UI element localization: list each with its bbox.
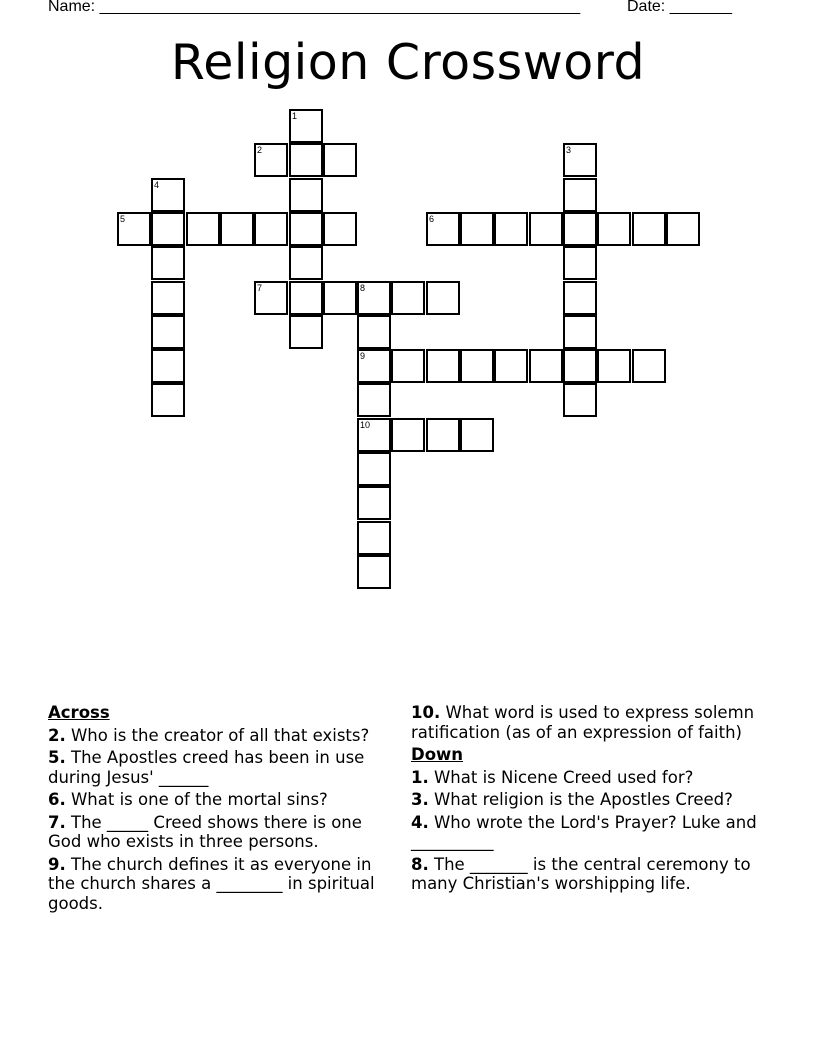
clue-text: What religion is the Apostles Creed? xyxy=(428,790,733,809)
grid-cell[interactable] xyxy=(186,212,220,246)
clue-down-1 xyxy=(411,768,771,788)
grid-cell[interactable] xyxy=(357,452,391,486)
grid-cell[interactable] xyxy=(357,486,391,520)
clue-across-9 xyxy=(48,855,393,914)
clue-across-10 xyxy=(411,703,771,742)
grid-cell[interactable] xyxy=(357,383,391,417)
clue-across-2 xyxy=(48,726,393,746)
clue-number: 4. xyxy=(411,812,429,832)
grid-cell[interactable] xyxy=(597,212,631,246)
name-line: Name: ______________________________________________________ xyxy=(48,0,581,15)
grid-cell[interactable] xyxy=(563,212,597,246)
clue-across-7 xyxy=(48,813,393,852)
grid-cell[interactable] xyxy=(426,281,460,315)
grid-cell[interactable] xyxy=(494,212,528,246)
grid-cell[interactable] xyxy=(563,383,597,417)
grid-cell[interactable] xyxy=(563,281,597,315)
clue-text: What is Nicene Creed used for? xyxy=(428,767,694,787)
clue-text: Who wrote the Lord's Prayer? Luke and __________ xyxy=(411,812,757,851)
clue-across-6 xyxy=(48,790,393,810)
grid-cell[interactable] xyxy=(529,212,563,246)
grid-cell[interactable] xyxy=(289,315,323,349)
grid-cell-7[interactable] xyxy=(254,281,288,315)
cell-number: 10 xyxy=(360,420,371,430)
grid-cell[interactable] xyxy=(666,212,700,246)
clue-down-3 xyxy=(411,790,771,810)
cell-number: 7 xyxy=(257,283,263,293)
grid-cell[interactable] xyxy=(151,246,185,280)
clue-number: 7. xyxy=(48,812,66,832)
grid-cell[interactable] xyxy=(151,383,185,417)
clue-down-8 xyxy=(411,855,771,894)
clue-number: 6. xyxy=(48,790,66,809)
page-title: Religion Crossword xyxy=(170,34,646,91)
grid-cell[interactable] xyxy=(563,246,597,280)
cell-number: 9 xyxy=(360,351,366,361)
grid-cell-8[interactable] xyxy=(357,281,391,315)
grid-cell[interactable] xyxy=(426,418,460,452)
clue-text: The Apostles creed has been in use during Jesus' ______ xyxy=(48,748,365,787)
across-heading: Across xyxy=(48,703,110,722)
grid-cell[interactable] xyxy=(323,281,357,315)
grid-cell[interactable] xyxy=(289,143,323,177)
clue-text: The _______ is the central ceremony to many Christian's worshipping life. xyxy=(411,854,751,893)
grid-cell[interactable] xyxy=(357,315,391,349)
grid-cell-10[interactable] xyxy=(357,418,391,452)
grid-cell[interactable] xyxy=(289,281,323,315)
clues-right-column xyxy=(411,703,771,894)
grid-cell[interactable] xyxy=(357,521,391,555)
grid-cell[interactable] xyxy=(632,212,666,246)
grid-cell-2[interactable] xyxy=(254,143,288,177)
clue-number: 9. xyxy=(48,854,66,874)
clue-number: 8. xyxy=(411,854,429,874)
clue-number: 2. xyxy=(48,725,66,745)
clue-text: What is one of the mortal sins? xyxy=(65,790,328,809)
grid-cell[interactable] xyxy=(563,178,597,212)
grid-cell[interactable] xyxy=(151,281,185,315)
grid-cell-3[interactable] xyxy=(563,143,597,177)
cell-number: 5 xyxy=(120,214,126,224)
clues-left-column xyxy=(48,703,393,913)
grid-cell[interactable] xyxy=(151,315,185,349)
grid-cell[interactable] xyxy=(597,349,631,383)
grid-cell[interactable] xyxy=(426,349,460,383)
clue-number: 1. xyxy=(411,767,429,787)
grid-cell[interactable] xyxy=(151,212,185,246)
grid-cell-9[interactable] xyxy=(357,349,391,383)
grid-cell[interactable] xyxy=(357,555,391,589)
grid-cell[interactable] xyxy=(391,349,425,383)
grid-cell[interactable] xyxy=(323,143,357,177)
grid-cell[interactable] xyxy=(289,178,323,212)
clue-across-5 xyxy=(48,748,393,787)
clue-text: What word is used to express solemn ratification (as of an expression of faith) xyxy=(411,703,755,742)
grid-cell-5[interactable] xyxy=(117,212,151,246)
grid-cell[interactable] xyxy=(289,246,323,280)
clue-text: The _____ Creed shows there is one God who exists in three persons. xyxy=(48,812,362,851)
cell-number: 6 xyxy=(429,214,435,224)
clue-down-4 xyxy=(411,813,771,852)
down-heading: Down xyxy=(411,745,464,764)
grid-cell[interactable] xyxy=(494,349,528,383)
grid-cell-4[interactable] xyxy=(151,178,185,212)
grid-cell[interactable] xyxy=(529,349,563,383)
grid-cell-1[interactable] xyxy=(289,109,323,143)
grid-cell[interactable] xyxy=(391,418,425,452)
grid-cell-6[interactable] xyxy=(426,212,460,246)
grid-cell[interactable] xyxy=(632,349,666,383)
grid-cell[interactable] xyxy=(460,212,494,246)
cell-number: 3 xyxy=(566,145,572,155)
cell-number: 1 xyxy=(292,111,298,121)
clue-number: 5. xyxy=(48,748,66,767)
clue-number: 3. xyxy=(411,790,429,809)
clue-text: Who is the creator of all that exists? xyxy=(65,725,370,745)
date-line: Date: _______ xyxy=(627,0,732,15)
grid-cell[interactable] xyxy=(460,418,494,452)
grid-cell[interactable] xyxy=(220,212,254,246)
grid-cell[interactable] xyxy=(391,281,425,315)
grid-cell[interactable] xyxy=(563,315,597,349)
grid-cell[interactable] xyxy=(151,349,185,383)
grid-cell[interactable] xyxy=(254,212,288,246)
cell-number: 4 xyxy=(154,180,160,190)
grid-cell[interactable] xyxy=(460,349,494,383)
cell-number: 2 xyxy=(257,145,263,155)
cell-number: 8 xyxy=(360,283,366,293)
clue-number: 10. xyxy=(411,703,441,722)
clue-text: The church defines it as everyone in the church shares a ________ in spiritual goods. xyxy=(48,854,375,913)
grid-cell[interactable] xyxy=(289,212,323,246)
grid-cell[interactable] xyxy=(323,212,357,246)
grid-cell[interactable] xyxy=(563,349,597,383)
